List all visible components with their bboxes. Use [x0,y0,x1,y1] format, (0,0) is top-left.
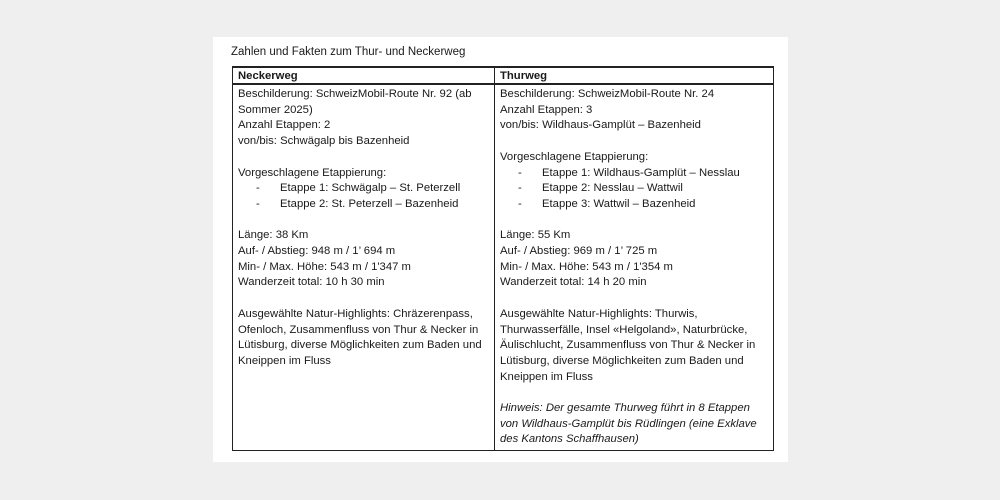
document-title: Zahlen und Fakten zum Thur- und Neckerweg [231,46,466,58]
table-row [233,84,774,451]
list-item: - Etappe 2: St. Peterzell – Bazenheid [238,197,489,213]
document-page [213,37,788,462]
facts-table [232,66,774,451]
thurweg-stage-count: Anzahl Etappen: 3 [500,103,593,116]
thurweg-stages-heading: Vorgeschlagene Etappierung: [500,150,649,163]
neckerweg-cell [233,84,495,451]
neckerweg-from-to: von/bis: Schwägalp bis Bazenheid [238,135,410,148]
neckerweg-ascent-descent: Auf- / Abstieg: 948 m / 1’ 694 m [238,245,396,257]
thurweg-note: Hinweis: Der gesamte Thurweg führt in 8 Etappen von Wildhaus-Gamplüt bis Rüdlingen (eine Exklave des Kantons Schaffhausen) [500,402,757,446]
thurweg-min-max-height: Min- / Max. Höhe: 543 m / 1'354 m [500,260,673,273]
thurweg-stage-2: Etappe 2: Nesslau – Wattwil [542,182,683,195]
neckerweg-length: Länge: 38 Km [238,229,309,242]
neckerweg-stage-2: Etappe 2: St. Peterzell – Bazenheid [280,197,459,210]
list-item: - Etappe 2: Nesslau – Wattwil [500,181,768,197]
header-thurweg: Thurweg [495,67,774,84]
thurweg-cell [495,84,774,451]
thurweg-stage-1: Etappe 1: Wildhaus-Gamplüt – Nesslau [542,166,740,179]
thurweg-signage: Beschilderung: SchweizMobil-Route Nr. 24 [500,88,715,100]
thurweg-ascent-descent: Auf- / Abstieg: 969 m / 1’ 725 m [500,245,658,257]
neckerweg-stages-heading: Vorgeschlagene Etappierung: [238,166,387,179]
thurweg-highlights: Ausgewählte Natur-Highlights: Thurwis, Thurwasserfälle, Insel «Helgoland», Naturbrücke, Äulischlucht, Zusammenfluss von Thur & Necker in Lütisburg, diverse Möglichkeiten zum Baden und Kneippen im Fluss [500,307,756,383]
header-neckerweg: Neckerweg [233,67,495,84]
table-header-row [233,67,774,84]
thurweg-stage-3: Etappe 3: Wattwil – Bazenheid [542,197,696,210]
thurweg-from-to: von/bis: Wildhaus-Gamplüt – Bazenheid [500,119,701,132]
neckerweg-min-max-height: Min- / Max. Höhe: 543 m / 1'347 m [238,260,411,273]
neckerweg-signage: Beschilderung: SchweizMobil-Route Nr. 92 (ab Sommer 2025) [238,88,472,116]
neckerweg-stage-count: Anzahl Etappen: 2 [238,119,331,132]
list-item: - Etappe 3: Wattwil – Bazenheid [500,197,768,213]
neckerweg-highlights: Ausgewählte Natur-Highlights: Chräzerenpass, Ofenloch, Zusammenfluss von Thur & Necker in Lütisburg, diverse Möglichkeiten zum Baden und Kneippen im Fluss [238,307,482,367]
neckerweg-stage-1: Etappe 1: Schwägalp – St. Peterzell [280,182,461,195]
list-item: - Etappe 1: Wildhaus-Gamplüt – Nesslau [500,166,768,182]
neckerweg-hiking-time: Wanderzeit total: 10 h 30 min [238,276,385,289]
thurweg-hiking-time: Wanderzeit total: 14 h 20 min [500,276,647,289]
list-item: - Etappe 1: Schwägalp – St. Peterzell [238,181,489,197]
thurweg-length: Länge: 55 Km [500,229,571,242]
